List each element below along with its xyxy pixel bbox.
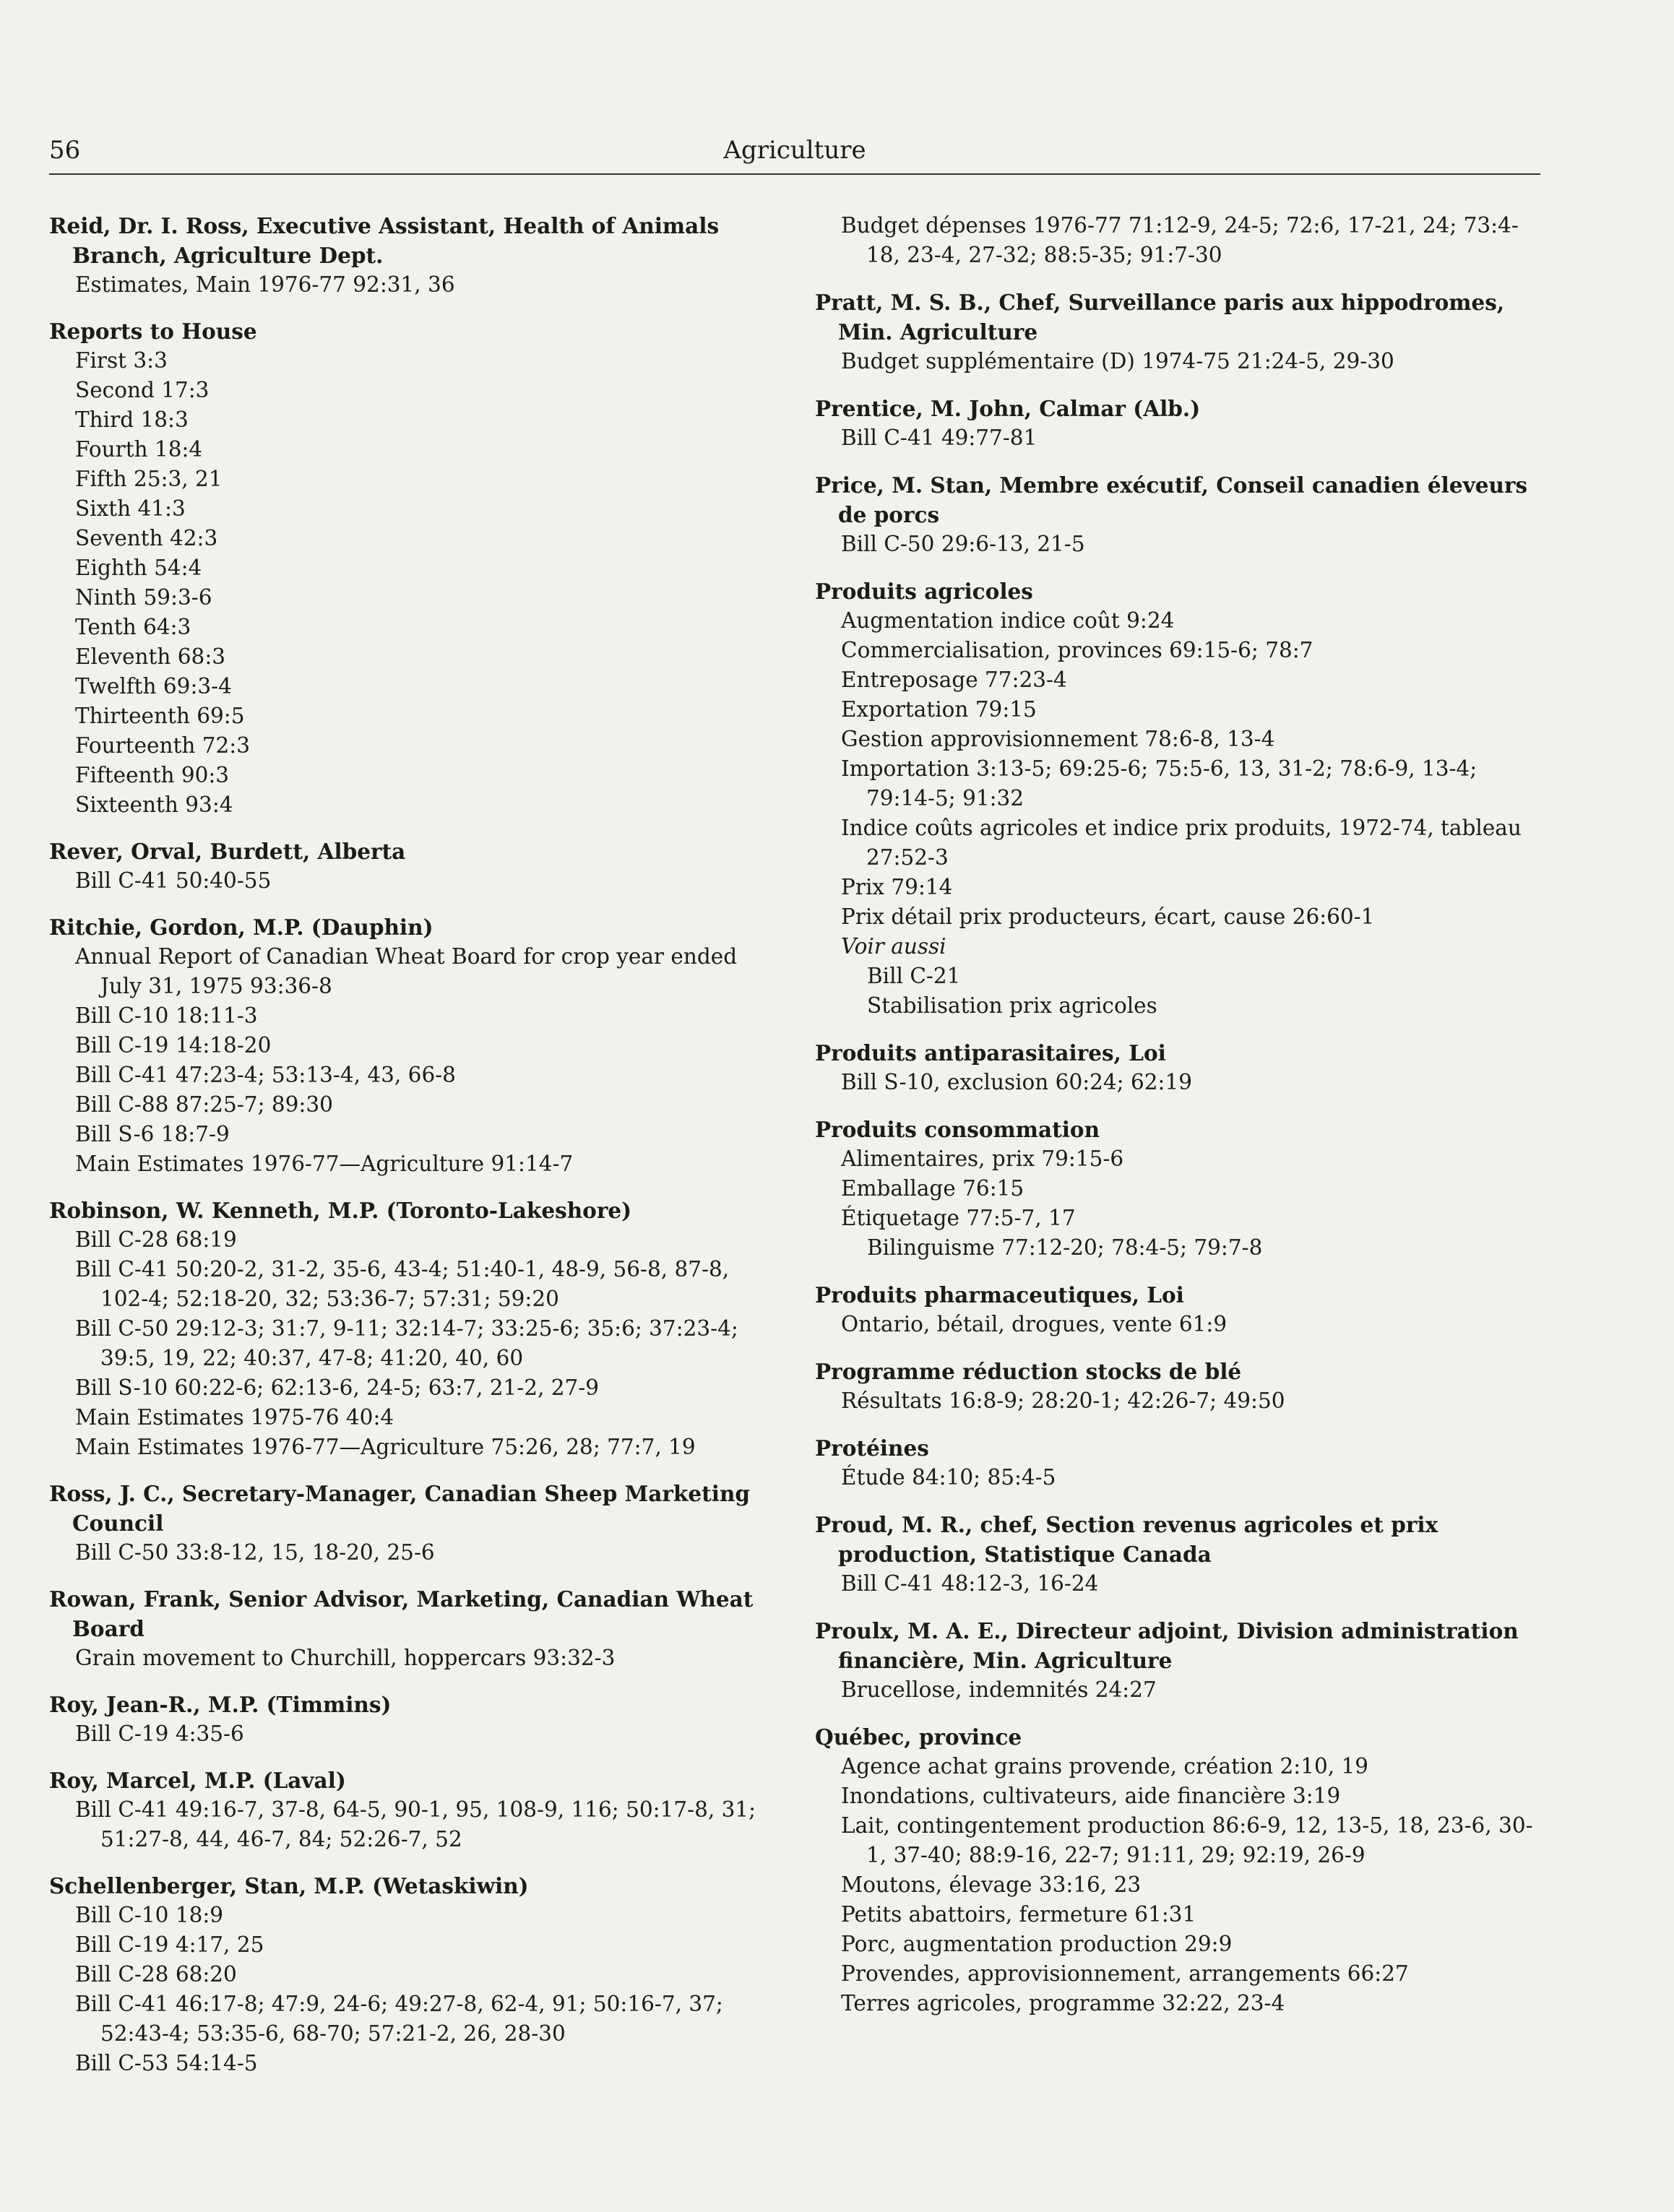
entry-reference: Bill S-10, exclusion 60:24; 62:19 [841,1070,1193,1094]
running-title: Agriculture [723,136,866,165]
entry-reference: Prix 79:14 [841,875,953,899]
entry-heading: Rowan, Frank, Senior Advisor, Marketing, Canadian Wheat Board [49,1586,754,1641]
entry-heading: Schellenberger, Stan, M.P. (Wetaskiwin) [49,1873,529,1898]
entry-heading: Protéines [815,1435,929,1461]
page-header [49,136,1540,175]
entry-reference: Indice coûts agricoles et indice prix produits, 1972-74, tableau 27:52-3 [841,816,1522,870]
index-entry [49,1196,775,1462]
entry-reference: Seventh 42:3 [75,526,218,550]
entry-reference: Fifth 25:3, 21 [75,467,223,491]
entry-reference: Importation 3:13-5; 69:25-6; 75:5-6, 13, 31-2; 78:6-9, 13-4; 79:14-5; 91:32 [841,756,1477,811]
entry-reference: Budget dépenses 1976-77 71:12-9, 24-5; 72:6, 17-21, 24; 73:4-18, 23-4, 27-32; 88:5-35; 91:7-30 [841,213,1519,267]
entry-reference: Provendes, approvisionnement, arrangements 66:27 [841,1961,1409,1986]
entry-reference: Petits abattoirs, fermeture 61:31 [841,1902,1196,1927]
entry-reference: Annual Report of Canadian Wheat Board for crop year ended July 31, 1975 93:36-8 [75,944,738,998]
entry-heading: Produits consommation [815,1117,1100,1142]
entry-reference: Bill C-50 29:6-13, 21-5 [841,532,1085,556]
index-entry [815,576,1540,1021]
entry-heading: Proud, M. R., chef, Section revenus agricoles et prix production, Statistique Canada [815,1512,1438,1567]
entry-reference: Bill C-10 18:11-3 [75,1003,258,1028]
entry-reference: Bill C-41 49:16-7, 37-8, 64-5, 90-1, 95, 108-9, 116; 50:17-8, 31; 51:27-8, 44, 46-7, 84; 52:26-7, 52 [75,1797,756,1852]
entry-reference: Ninth 59:3-6 [75,585,212,610]
entry-subreference: Bilinguisme 77:12-20; 78:4-5; 79:7-8 [867,1235,1263,1260]
entry-reference: Main Estimates 1976-77—Agriculture 91:14-7 [75,1152,574,1176]
entry-reference: Étude 84:10; 85:4-5 [841,1465,1056,1490]
entry-reference: Fourth 18:4 [75,437,203,462]
see-also-reference: Stabilisation prix agricoles [867,993,1157,1018]
entry-heading: Ritchie, Gordon, M.P. (Dauphin) [49,915,433,940]
entry-reference: Second 17:3 [75,378,210,402]
entry-heading: Produits agricoles [815,579,1033,604]
entry-reference: Moutons, élevage 33:16, 23 [841,1872,1142,1897]
entry-heading: Price, M. Stan, Membre exécutif, Conseil canadien éleveurs de porcs [815,472,1528,527]
entry-heading: Rever, Orval, Burdett, Alberta [49,839,406,864]
entry-reference: Bill C-19 4:35-6 [75,1721,244,1746]
entry-reference: Bill C-50 29:12-3; 31:7, 9-11; 32:14-7; 33:25-6; 35:6; 37:23-4; 39:5, 19, 22; 40:37, 47-8; 41:20, 40, 60 [75,1316,738,1370]
index-entry [49,1871,775,2078]
see-also-reference: Bill C-21 [867,964,961,988]
index-entry [49,1766,775,1854]
index-entry [815,1510,1540,1599]
entry-reference: Bill C-41 49:77-81 [841,425,1037,450]
entry-heading: Ross, J. C., Secretary-Manager, Canadian Sheep Marketing Council [49,1481,751,1536]
entry-reference: Entreposage 77:23-4 [841,668,1067,692]
entry-reference: Alimentaires, prix 79:15-6 [841,1146,1124,1171]
entry-heading: Reports to House [49,319,257,344]
index-entry [49,211,775,300]
index-entry [815,288,1540,376]
entry-reference: Bill C-53 54:14-5 [75,2051,258,2075]
entry-reference: Grain movement to Churchill, hoppercars 93:32-3 [75,1646,616,1670]
entry-reference: Budget supplémentaire (D) 1974-75 21:24-5, 29-30 [841,349,1394,373]
entry-reference: Commercialisation, provinces 69:15-6; 78:7 [841,638,1313,662]
entry-reference: Brucellose, indemnités 24:27 [841,1677,1157,1702]
entry-heading: Pratt, M. S. B., Chef, Surveillance paris aux hippodromes, Min. Agriculture [815,290,1505,345]
entry-heading: Prentice, M. John, Calmar (Alb.) [815,396,1201,421]
index-entry [815,1115,1540,1263]
index-entry [49,1584,775,1673]
entry-heading: Robinson, W. Kenneth, M.P. (Toronto-Lakeshore) [49,1198,632,1223]
index-column-left [49,211,775,2095]
index-entry [815,1280,1540,1339]
index-entry [49,1479,775,1568]
entry-reference: Bill C-19 4:17, 25 [75,1932,264,1957]
entry-reference: Twelfth 69:3-4 [75,674,232,699]
entry-reference: Bill S-6 18:7-9 [75,1122,230,1146]
entry-reference: Ontario, bétail, drogues, vente 61:9 [841,1312,1228,1336]
entry-reference: Résultats 16:8-9; 28:20-1; 42:26-7; 49:50 [841,1388,1285,1413]
entry-reference: Eighth 54:4 [75,556,202,580]
entry-reference: Porc, augmentation production 29:9 [841,1932,1233,1956]
entry-heading: Roy, Jean-R., M.P. (Timmins) [49,1692,392,1717]
entry-reference: Tenth 64:3 [75,615,191,639]
index-entry [815,1616,1540,1705]
entry-reference: Estimates, Main 1976-77 92:31, 36 [75,272,455,297]
entry-reference: Sixteenth 93:4 [75,792,233,817]
entry-reference: Main Estimates 1975-76 40:4 [75,1405,394,1430]
entry-reference: Bill C-41 50:40-55 [75,868,272,893]
entry-reference: Fifteenth 90:3 [75,763,230,787]
entry-heading: Produits pharmaceutiques, Loi [815,1282,1184,1308]
entry-reference: First 3:3 [75,348,168,373]
entry-reference: Étiquetage 77:5-7, 17 [841,1206,1076,1230]
entry-reference: Thirteenth 69:5 [75,704,245,728]
entry-reference: Bill C-41 50:20-2, 31-2, 35-6, 43-4; 51:40-1, 48-9, 56-8, 87-8, 102-4; 52:18-20, 32; 53:36-7; 57:31; 59:20 [75,1257,730,1311]
index-entry [49,1690,775,1749]
entry-reference: Bill C-41 48:12-3, 16-24 [841,1571,1099,1596]
entry-reference: Augmentation indice coût 9:24 [841,608,1175,633]
entry-reference: Prix détail prix producteurs, écart, cause 26:60-1 [841,904,1375,929]
index-entry [49,837,775,896]
index-entry [815,394,1540,453]
index-entry [49,316,775,820]
index-entry [49,912,775,1179]
index-entry [815,1722,1540,2018]
entry-reference: Bill C-28 68:20 [75,1962,237,1987]
entry-heading: Proulx, M. A. E., Directeur adjoint, Division administration financière, Min. Agriculture [815,1618,1519,1673]
entry-reference: Fourteenth 72:3 [75,733,250,758]
see-also-label: Voir aussi [841,934,946,959]
entry-reference: Bill C-19 14:18-20 [75,1033,272,1058]
entry-reference: Eleventh 68:3 [75,644,226,669]
index-entry [815,1357,1540,1416]
entry-heading: Produits antiparasitaires, Loi [815,1040,1166,1066]
entry-heading: Roy, Marcel, M.P. (Laval) [49,1768,346,1793]
entry-reference: Main Estimates 1976-77—Agriculture 75:26, 28; 77:7, 19 [75,1435,696,1459]
entry-reference: Emballage 76:15 [841,1176,1024,1201]
index-entry [815,211,1540,270]
page-number: 56 [49,136,81,165]
entry-reference: Sixth 41:3 [75,496,186,521]
entry-heading: Reid, Dr. I. Ross, Executive Assistant, Health of Animals Branch, Agriculture Dept. [49,213,720,268]
index-entry [815,1038,1540,1097]
entry-reference: Bill S-10 60:22-6; 62:13-6, 24-5; 63:7, 21-2, 27-9 [75,1375,599,1400]
index-entry [815,1433,1540,1492]
entry-heading: Programme réduction stocks de blé [815,1359,1242,1384]
entry-reference: Exportation 79:15 [841,697,1037,722]
entry-heading: Québec, province [815,1724,1022,1750]
entry-reference: Gestion approvisionnement 78:6-8, 13-4 [841,727,1275,751]
index-column-right [815,211,1540,2036]
entry-reference: Bill C-50 33:8-12, 15, 18-20, 25-6 [75,1540,435,1565]
entry-reference: Terres agricoles, programme 32:22, 23-4 [841,1991,1285,2016]
entry-reference: Bill C-41 46:17-8; 47:9, 24-6; 49:27-8, 62-4, 91; 50:16-7, 37; 52:43-4; 53:35-6, 68-70; 57:21-2, 26, 28-30 [75,1992,723,2046]
entry-reference: Bill C-41 47:23-4; 53:13-4, 43, 66-8 [75,1063,456,1087]
entry-reference: Inondations, cultivateurs, aide financière 3:19 [841,1784,1341,1808]
entry-reference: Agence achat grains provende, création 2:10, 19 [841,1754,1369,1779]
index-entry [815,470,1540,559]
entry-reference: Bill C-88 87:25-7; 89:30 [75,1092,333,1117]
entry-reference: Lait, contingentement production 86:6-9, 12, 13-5, 18, 23-6, 30-1, 37-40; 88:9-16, 22-7; 91:11, 29; 92:19, 26-9 [841,1813,1533,1867]
entry-reference: Third 18:3 [75,407,189,432]
entry-reference: Bill C-10 18:9 [75,1903,224,1927]
entry-reference: Bill C-28 68:19 [75,1227,237,1252]
